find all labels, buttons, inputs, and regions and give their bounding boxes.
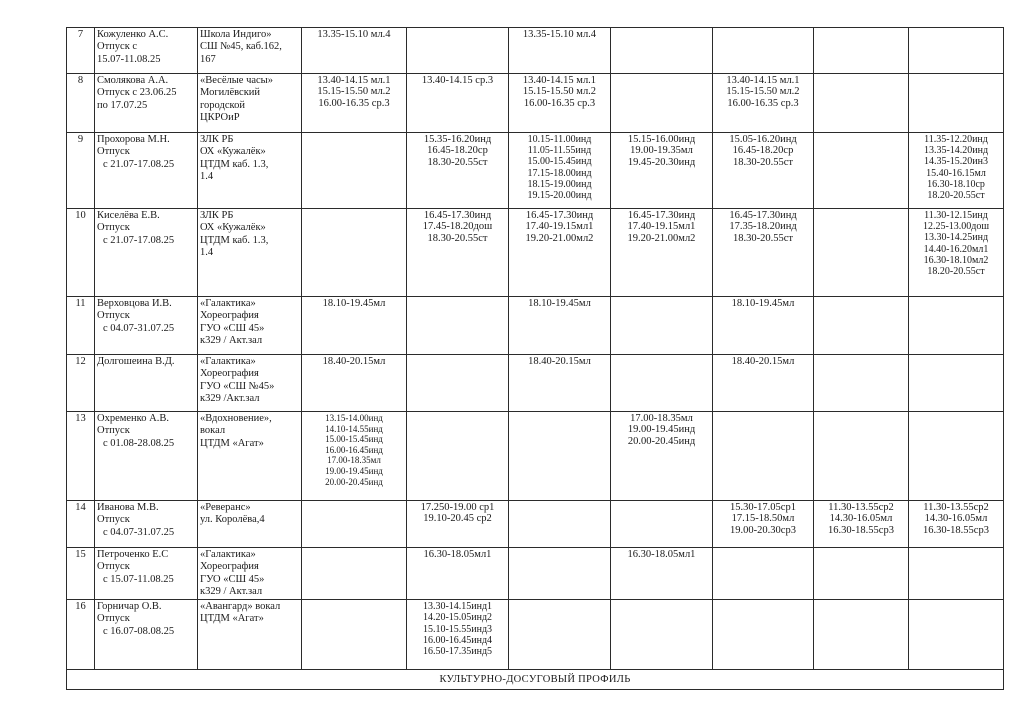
schedule-body [67,28,1004,690]
time-slot: 16.30-18.05мл1 [627,549,696,560]
time-slot: 19.45-20.30инд [627,156,696,168]
row-number: 15 [67,548,95,600]
studio-line: 1.4 [200,246,214,258]
time-slot: 17.15-18.50мл [731,513,795,525]
studio-line: ул. Королёва,4 [200,514,265,526]
time-slot: 17.40-19.15мл1 [627,221,696,233]
time-slot: 19.00-19.45инд [627,424,696,436]
studio-line: «Реверанс» [200,502,251,513]
time-slot: 15.00-15.45инд [325,434,383,445]
time-slot: 15.30-17.05ср1 [730,502,796,513]
studio-line: «Галактика» [200,298,256,309]
schedule-slot-day-1 [302,501,407,548]
schedule-slot-day-2 [407,548,509,600]
time-slot: 19.00-19.35мл [630,145,693,157]
time-slot: 17.00-18.35мл [327,455,381,466]
row-number: 7 [67,28,95,74]
studio-line: к329 /Акт.зал [200,392,260,404]
table-row [67,548,1004,600]
time-slot: 19.10-20.45 ср2 [423,513,492,525]
time-slot: 18.30-20.55ст [427,232,488,244]
time-slot: 18.20-20.55ст [927,266,985,278]
studio-cell [198,209,302,297]
studio-line: ОХ «Кужалёк» [200,222,266,234]
schedule-slot-day-1 [302,355,407,412]
studio-cell [198,412,302,501]
studio-line: СШ №45, каб.162, [200,41,282,53]
time-slot: 18.40-20.15мл [322,356,386,367]
table-row [67,28,1004,74]
time-slot: 18.20-20.55ст [927,190,985,202]
time-slot: 16.00-16.45инд4 [422,634,493,646]
vacation-info: Отпуск [97,613,130,625]
schedule-slot-day-5 [713,209,814,297]
table-row [67,209,1004,297]
vacation-info: с 01.08-28.08.25 [103,437,175,449]
row-number: 14 [67,501,95,548]
teacher-name: Прохорова М.Н. [97,134,170,145]
schedule-slot-day-3 [509,548,611,600]
table-row [67,412,1004,501]
schedule-slot-day-7 [909,28,1004,74]
studio-cell [198,133,302,209]
teacher-cell [95,133,198,209]
schedule-slot-day-7 [909,297,1004,355]
schedule-slot-day-5 [713,74,814,133]
time-slot: 15.00-15.45инд [527,156,592,168]
schedule-slot-day-1 [302,133,407,209]
schedule-slot-day-1 [302,600,407,670]
time-slot: 13.40-14.15 мл.1 [522,75,597,86]
schedule-slot-day-6 [814,297,909,355]
studio-line: «Весёлые часы» [200,75,273,86]
time-slot: 13.35-14.20инд [923,145,989,157]
schedule-slot-day-5 [713,133,814,209]
table-row [67,600,1004,670]
time-slot: 14.10-14.55инд [325,423,383,434]
time-slot: 16.45-18.20ср [427,145,488,157]
teacher-name: Киселёва Е.В. [97,210,160,221]
schedule-slot-day-3 [509,600,611,670]
schedule-slot-day-7 [909,355,1004,412]
teacher-cell [95,548,198,600]
schedule-slot-day-5 [713,28,814,74]
schedule-slot-day-6 [814,600,909,670]
time-slot: 14.20-15.05инд2 [422,612,493,624]
studio-line: ОХ «Кужалёк» [200,146,266,158]
row-number: 16 [67,600,95,670]
time-slot: 11.30-13.55ср2 [923,502,989,513]
studio-line: Хореография [200,368,259,380]
teacher-cell [95,28,198,74]
time-slot: 17.35-18.20инд [729,221,797,233]
schedule-slot-day-6 [814,501,909,548]
time-slot: 19.20-21.00мл2 [525,232,594,244]
schedule-slot-day-6 [814,355,909,412]
table-row [67,501,1004,548]
schedule-slot-day-3 [509,501,611,548]
schedule-slot-day-2 [407,501,509,548]
schedule-slot-day-1 [302,297,407,355]
time-slot: 15.15-15.50 мл.2 [522,86,597,98]
time-slot: 14.30-16.05мл [924,513,988,525]
time-slot: 13.40-14.15 мл.1 [726,75,800,86]
vacation-info: Отпуск [97,146,130,158]
schedule-slot-day-5 [713,548,814,600]
vacation-info: Отпуск с 23.06.25 [97,87,177,99]
time-slot: 18.10-19.45мл [731,298,795,309]
schedule-slot-day-1 [302,548,407,600]
time-slot: 16.45-17.30инд [729,210,797,221]
schedule-slot-day-4 [611,74,713,133]
studio-cell [198,600,302,670]
time-slot: 17.40-19.15мл1 [525,221,594,233]
schedule-slot-day-7 [909,412,1004,501]
teacher-name: Смолякова А.А. [97,75,169,86]
time-slot: 15.15-15.50 мл.2 [317,86,391,98]
vacation-info: с 04.07-31.07.25 [103,322,175,334]
row-number: 9 [67,133,95,209]
teacher-cell [95,209,198,297]
studio-line: Хореография [200,310,259,322]
time-slot: 16.30-18.10ср [927,178,985,190]
time-slot: 16.00-16.35 ср.3 [318,97,390,109]
studio-line: Школа Индиго» [200,29,272,40]
time-slot: 11.05-11.55инд [527,145,592,157]
studio-line: ГУО «СШ 45» [200,322,265,334]
schedule-slot-day-1 [302,74,407,133]
teacher-cell [95,297,198,355]
studio-line: городской [200,99,245,111]
schedule-slot-day-6 [814,209,909,297]
time-slot: 15.15-15.50 мл.2 [726,86,800,98]
time-slot: 14.35-15.20ин3 [923,156,989,168]
time-slot: 13.30-14.15инд1 [422,601,493,613]
time-slot: 13.15-14.00инд [325,413,383,423]
studio-line: ЗЛК РБ [200,210,234,221]
time-slot: 18.30-20.55ст [427,156,488,168]
schedule-slot-day-2 [407,355,509,412]
studio-line: ЦТДМ «Агат» [200,437,264,449]
schedule-slot-day-4 [611,297,713,355]
time-slot: 14.40-16.20мл1 [923,243,989,255]
time-slot: 15.05-16.20инд [729,134,797,145]
schedule-slot-day-6 [814,133,909,209]
time-slot: 12.25-13.00дош [922,221,990,233]
teacher-name: Кожуленко А.С. [97,29,169,40]
studio-line: Могилёвский [200,87,261,99]
schedule-slot-day-2 [407,209,509,297]
studio-cell [198,74,302,133]
time-slot: 15.10-15.55инд3 [422,623,493,635]
row-number: 8 [67,74,95,133]
teacher-name: Иванова М.В. [97,502,159,513]
time-slot: 10.15-11.00инд [527,134,592,145]
schedule-slot-day-7 [909,133,1004,209]
schedule-slot-day-7 [909,548,1004,600]
row-number: 12 [67,355,95,412]
studio-cell [198,297,302,355]
schedule-slot-day-5 [713,297,814,355]
schedule-slot-day-1 [302,209,407,297]
studio-cell [198,548,302,600]
schedule-slot-day-5 [713,600,814,670]
studio-line: «Галактика» [200,356,256,367]
studio-line: «Вдохновение», [200,413,272,424]
time-slot: 20.00-20.45инд [627,435,696,447]
time-slot: 19.20-21.00мл2 [627,232,696,244]
studio-line: ЦТДМ каб. 1.3, [200,234,269,246]
time-slot: 18.30-20.55ст [733,232,793,244]
teacher-name: Верховцова И.В. [97,298,172,309]
time-slot: 13.40-14.15 мл.1 [317,75,391,86]
schedule-slot-day-3 [509,355,611,412]
studio-line: ЦКРОиР [200,111,240,123]
studio-line: Хореография [200,561,259,573]
vacation-info: с 04.07-31.07.25 [103,526,175,538]
time-slot: 16.50-17.35инд5 [422,646,493,657]
time-slot: 16.00-16.35 ср.3 [523,97,596,109]
time-slot: 18.10-19.45мл [322,298,386,309]
footer-row [67,670,1004,690]
time-slot: 11.30-13.55ср2 [828,502,894,513]
schedule-slot-day-7 [909,501,1004,548]
schedule-slot-day-4 [611,133,713,209]
time-slot: 17.15-18.00инд [527,167,592,179]
schedule-slot-day-6 [814,548,909,600]
teacher-name: Петроченко Е.С [97,549,169,560]
schedule-slot-day-4 [611,355,713,412]
schedule-slot-day-6 [814,28,909,74]
table-row [67,355,1004,412]
schedule-slot-day-6 [814,412,909,501]
vacation-info: Отпуск [97,425,130,437]
time-slot: 13.35-15.10 мл.4 [522,29,597,40]
time-slot: 14.30-16.05мл [829,513,893,525]
schedule-slot-day-2 [407,74,509,133]
vacation-info: с 21.07-17.08.25 [103,158,175,170]
schedule-slot-day-2 [407,600,509,670]
time-slot: 11.30-12.15инд [924,210,988,221]
time-slot: 16.30-18.55ср3 [828,524,894,536]
teacher-name: Горничар О.В. [97,601,162,613]
schedule-slot-day-2 [407,412,509,501]
time-slot: 15.15-16.00инд [627,134,696,145]
studio-line: ЗЛК РБ [200,134,234,145]
schedule-table [66,27,1004,690]
row-number: 13 [67,412,95,501]
schedule-slot-day-3 [509,28,611,74]
vacation-info: Отпуск [97,561,130,573]
studio-line: вокал [200,425,226,437]
studio-line: ЦТДМ «Агат» [200,613,264,625]
studio-cell [198,355,302,412]
time-slot: 16.00-16.35 ср.3 [727,97,799,109]
teacher-cell [95,412,198,501]
time-slot: 13.30-14.25инд [923,232,989,244]
teacher-name: Долгошеина В.Д. [97,356,175,367]
vacation-info: Отпуск [97,310,130,322]
schedule-slot-day-5 [713,501,814,548]
schedule-slot-day-3 [509,412,611,501]
teacher-cell [95,355,198,412]
schedule-slot-day-2 [407,28,509,74]
time-slot: 19.15-20.00инд [527,190,592,202]
schedule-slot-day-2 [407,133,509,209]
studio-line: «Авангард» вокал [200,601,281,613]
time-slot: 20.00-20.45инд [325,476,383,487]
schedule-slot-day-1 [302,28,407,74]
time-slot: 19.00-19.45инд [325,465,383,476]
time-slot: 11.35-12.20инд [924,134,988,145]
schedule-slot-day-4 [611,209,713,297]
vacation-info: Отпуск [97,514,130,526]
time-slot: 16.30-18.10мл2 [923,254,989,266]
schedule-slot-day-7 [909,209,1004,297]
table-row [67,297,1004,355]
schedule-slot-day-1 [302,412,407,501]
time-slot: 13.35-15.10 мл.4 [317,29,391,40]
schedule-slot-day-7 [909,600,1004,670]
teacher-cell [95,74,198,133]
teacher-name: Охременко А.В. [97,413,169,424]
studio-line: «Галактика» [200,549,256,560]
time-slot: 17.45-18.20дош [422,221,493,233]
vacation-info: Отпуск [97,222,130,234]
vacation-info: с 16.07-08.08.25 [103,625,175,637]
schedule-slot-day-6 [814,74,909,133]
teacher-cell [95,600,198,670]
time-slot: 15.40-16.15мл [926,167,986,179]
time-slot: 17.00-18.35мл [630,413,693,424]
time-slot: 18.15-19.00инд [527,178,592,190]
schedule-slot-day-5 [713,355,814,412]
time-slot: 16.45-18.20ср [732,145,794,157]
schedule-slot-day-5 [713,412,814,501]
studio-line: к329 / Акт.зал [200,585,263,597]
schedule-slot-day-4 [611,412,713,501]
time-slot: 16.45-17.30инд [525,210,594,221]
studio-cell [198,501,302,548]
time-slot: 18.40-20.15мл [731,356,795,367]
time-slot: 16.45-17.30инд [423,210,492,221]
table-row [67,74,1004,133]
time-slot: 16.45-17.30инд [627,210,696,221]
vacation-info: с 15.07-11.08.25 [103,573,174,585]
schedule-slot-day-7 [909,74,1004,133]
schedule-slot-day-4 [611,548,713,600]
section-heading: КУЛЬТУРНО-ДОСУГОВЫЙ ПРОФИЛЬ [67,670,1004,690]
row-number: 10 [67,209,95,297]
row-number: 11 [67,297,95,355]
time-slot: 16.30-18.05мл1 [423,549,492,560]
schedule-slot-day-3 [509,209,611,297]
schedule-slot-day-2 [407,297,509,355]
vacation-info: с 21.07-17.08.25 [103,234,175,246]
studio-line: 1.4 [200,170,214,182]
studio-line: к329 / Акт.зал [200,334,263,346]
vacation-info: Отпуск с [97,41,138,53]
time-slot: 18.10-19.45мл [528,298,591,309]
schedule-slot-day-4 [611,501,713,548]
studio-cell [198,28,302,74]
studio-line: ГУО «СШ 45» [200,573,265,585]
time-slot: 17.250-19.00 ср1 [420,502,495,513]
studio-line: 167 [200,53,216,65]
time-slot: 16.30-18.55ср3 [923,524,989,536]
schedule-slot-day-3 [509,133,611,209]
time-slot: 18.30-20.55ст [733,156,793,168]
table-row [67,133,1004,209]
time-slot: 13.40-14.15 ср.3 [421,75,494,86]
schedule-slot-day-3 [509,74,611,133]
time-slot: 18.40-20.15мл [528,356,591,367]
schedule-slot-day-4 [611,28,713,74]
teacher-cell [95,501,198,548]
studio-line: ЦТДМ каб. 1.3, [200,158,269,170]
schedule-slot-day-4 [611,600,713,670]
time-slot: 16.00-16.45инд [325,444,383,455]
schedule-slot-day-3 [509,297,611,355]
studio-line: ГУО «СШ №45» [200,380,275,392]
time-slot: 15.35-16.20инд [423,134,492,145]
time-slot: 19.00-20.30ср3 [730,524,796,536]
vacation-info: по 17.07.25 [97,99,148,111]
vacation-info: 15.07-11.08.25 [97,53,161,65]
